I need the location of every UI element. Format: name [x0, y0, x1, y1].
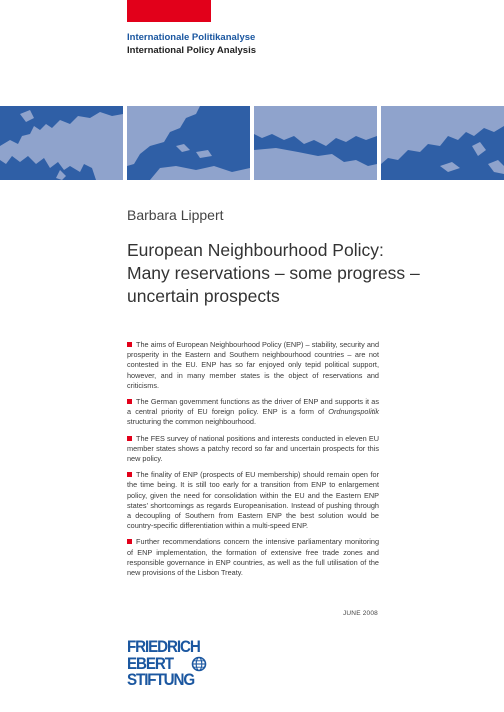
summary-bullet [127, 434, 379, 465]
red-square-bullet-icon [127, 342, 132, 347]
bullet-text: The German government functions as the driver of ENP and supports it as a central priority of EU foreign policy. ENP is a form of [127, 397, 379, 417]
series-title-german: Internationale Politikanalyse [127, 32, 256, 43]
summary-bullets [127, 340, 379, 584]
logo-line-friedrich: FRIEDRICH [127, 638, 200, 656]
series-title-english: International Policy Analysis [127, 45, 256, 56]
publication-date: JUNE 2008 [342, 610, 378, 617]
bullet-text: Further recommendations concern the intensive parliamentary monitoring of ENP implementation, the formation of extensive free trade zones and responsible governance in ENP countries, as well as the full utilisation of the new provisions of the Lisbon Treaty. [127, 537, 379, 578]
summary-bullet [127, 340, 379, 391]
map-panel-middle-east [254, 106, 377, 180]
logo-line-stiftung: STIFTUNG [127, 671, 195, 689]
summary-bullet [127, 397, 379, 428]
map-banner-image [0, 106, 504, 180]
red-square-bullet-icon [127, 472, 132, 477]
map-panel-americas [127, 106, 250, 180]
bullet-text: The finality of ENP (prospects of EU membership) should remain open for the time being. It is still too early for a transition from ENP to enlargement policy, given the need for consolidation within the EU and the Eastern ENP states’ shortcomings as regards Europeanisation. Instead of pushing through a decoupling of Southern from Eastern ENP the best solution would be country-specific differentiation within a multi-speed ENP. [127, 470, 379, 531]
fes-logo [127, 639, 217, 691]
series-title [127, 31, 256, 57]
bullet-text: The FES survey of national positions and interests conducted in eleven EU member states shows a patchy record so far and uncertain prospects for this new policy. [127, 433, 379, 464]
bullet-text: The aims of European Neighbourhood Policy (ENP) – stability, security and prosperity in the Eastern and Southern neighbourhood countries – are not contested in the EU. ENP has so far enjoyed only tepid political support, however, and in many member states is the object of reservations and criticisms. [127, 340, 379, 390]
document-title [127, 239, 467, 308]
map-panel-europe [0, 106, 123, 180]
red-square-bullet-icon [127, 436, 132, 441]
summary-bullet [127, 537, 379, 578]
red-square-bullet-icon [127, 399, 132, 404]
author-name: Barbara Lippert [127, 207, 224, 223]
red-square-bullet-icon [127, 539, 132, 544]
bullet-text: structuring the common neighbourhood. [127, 417, 256, 427]
red-header-tab [127, 0, 211, 22]
title-line: European Neighbourhood Policy: [127, 240, 384, 260]
map-banner [0, 106, 504, 180]
globe-icon [191, 656, 207, 672]
title-line: Many reservations – some progress – [127, 263, 420, 283]
bullet-text-italic: Ordnungspolitik [328, 407, 379, 417]
title-line: uncertain prospects [127, 286, 280, 306]
logo-line-ebert: EBERT [127, 654, 173, 673]
summary-bullet [127, 470, 379, 531]
map-panel-asia [381, 106, 504, 180]
